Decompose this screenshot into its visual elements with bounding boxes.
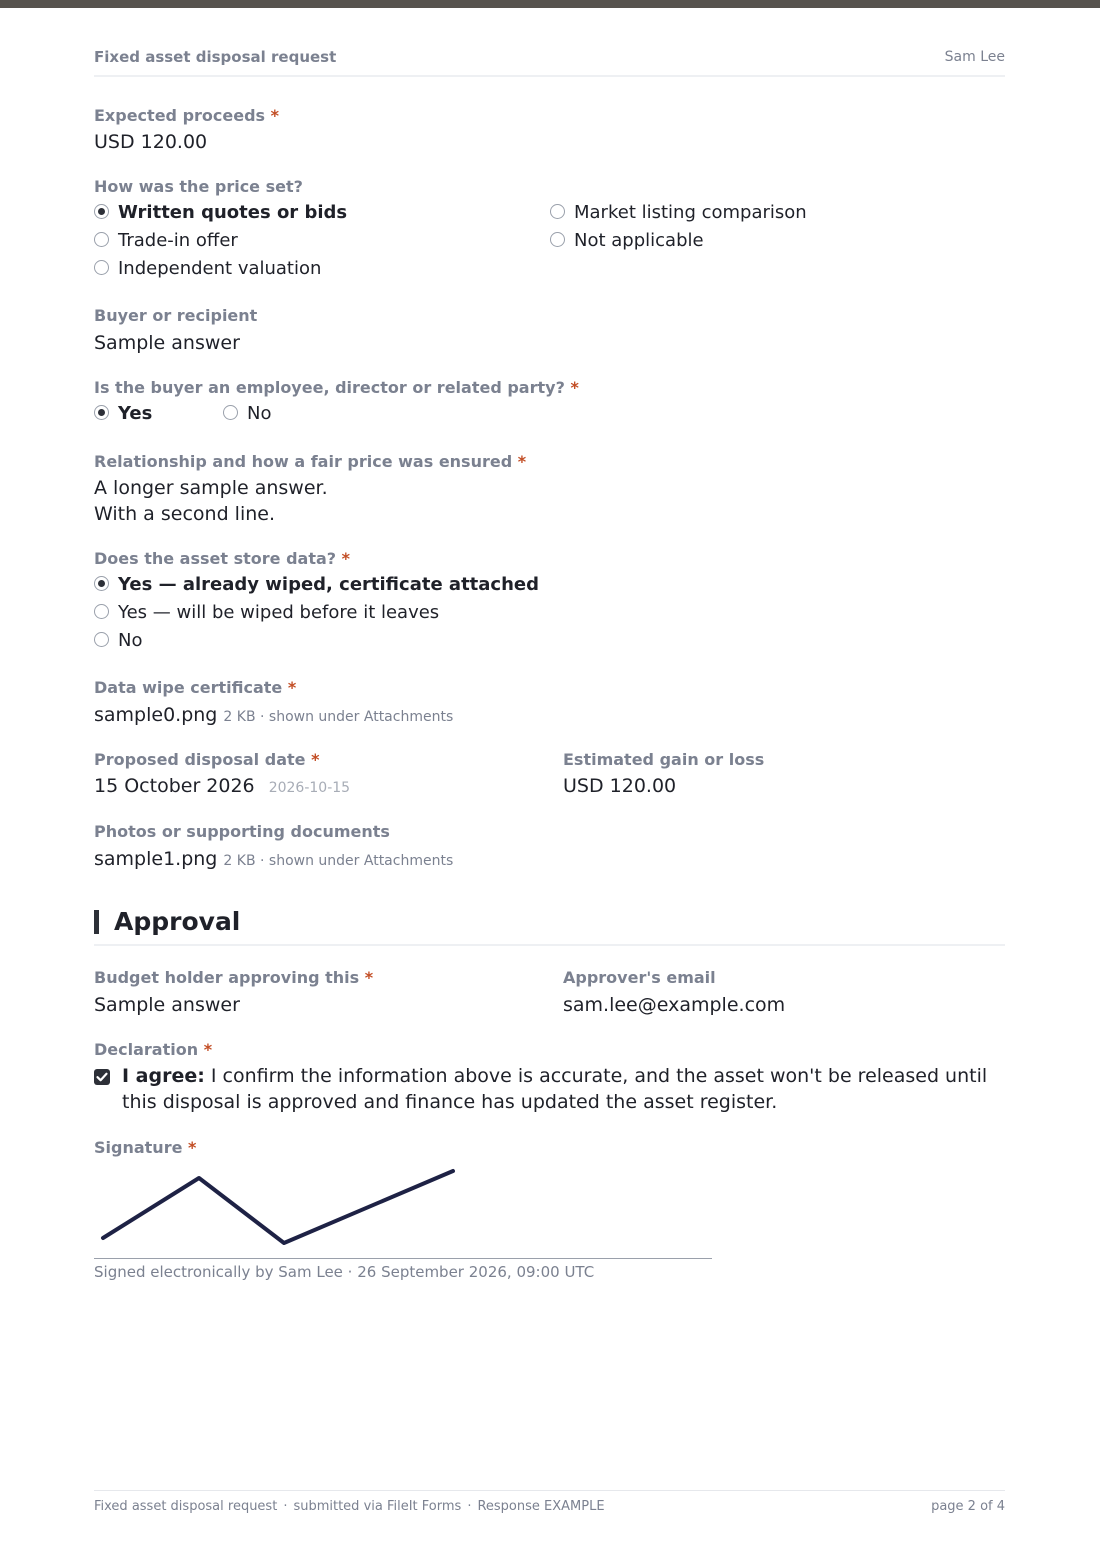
approval-section-header [94,906,1005,946]
page-header [94,48,1005,77]
required-marker: * [203,1040,213,1059]
field-label: Estimated gain or loss [563,750,765,769]
date-value: 15 October 2026 [94,775,255,797]
section-accent-bar [94,910,99,934]
field-value: USD 120.00 [94,131,208,153]
field-label: Approver's email [563,968,716,987]
stores-data-no[interactable]: No [94,630,142,652]
field-label: Budget holder approving this * [94,968,374,987]
field-value: USD 120.00 [563,775,677,797]
attachment-meta: 2 KB · shown under Attachments [223,709,454,725]
attachment-link[interactable]: sample0.png [94,704,218,726]
price-option-not-applicable[interactable]: Not applicable [550,230,704,252]
required-marker: * [364,968,374,987]
budget-holder-field [94,968,373,1018]
field-label: Buyer or recipient [94,306,258,325]
user-name: Sam Lee [944,49,1005,65]
radio-selected-icon [94,576,109,591]
stores-data-yes-wiped[interactable]: Yes — already wiped, certificate attached [94,574,539,596]
field-value-line-2: With a second line. [94,503,275,525]
photos-field [94,822,453,874]
signature-label: Signature * [94,1138,197,1157]
required-marker: * [570,378,579,397]
signature-pad [94,1162,712,1259]
field-label: Expected proceeds * [94,106,280,125]
page-number: page 2 of 4 [931,1499,1005,1514]
field-label: Proposed disposal date * [94,750,320,769]
attachment-meta: 2 KB · shown under Attachments [223,853,454,869]
disposal-date-field [94,750,350,801]
gain-loss-field [563,750,764,799]
price-option-market-listing[interactable]: Market listing comparison [550,202,807,224]
email-value: sam.lee@example.com [563,994,786,1016]
date-iso: 2026-10-15 [268,780,351,796]
field-label: Relationship and how a fair price was ensured * [94,452,527,471]
field-value: Sample answer [94,332,240,354]
page-footer [94,1490,1005,1514]
radio-icon [94,232,109,247]
required-marker: * [341,549,350,568]
declaration-label: Declaration * [94,1040,213,1059]
stores-data-yes-will-wipe[interactable]: Yes — will be wiped before it leaves [94,602,439,624]
declaration-text [122,1063,1002,1115]
field-value: Sample answer [94,994,240,1016]
top-accent-bar [0,0,1100,8]
field-value-line-1: A longer sample answer. [94,477,328,499]
price-option-written-quotes[interactable]: Written quotes or bids [94,202,347,224]
related-party-yes[interactable]: Yes [94,403,152,425]
wipe-certificate-field [94,678,453,730]
price-option-trade-in[interactable]: Trade-in offer [94,230,238,252]
radio-icon [94,604,109,619]
footer-info: Fixed asset disposal request · submitted via FileIt Forms · Response EXAMPLE [94,1499,605,1514]
radio-icon [94,260,109,275]
radio-icon [550,204,565,219]
signature-image [94,1162,712,1258]
attachment-link[interactable]: sample1.png [94,848,218,870]
declaration-checkbox[interactable] [94,1069,110,1085]
agree-label: I agree: [122,1065,205,1087]
required-marker: * [517,452,527,471]
radio-icon [223,405,238,420]
signature-note: Signed electronically by Sam Lee · 26 September 2026, 09:00 UTC [94,1263,595,1281]
checkmark-icon [94,1069,110,1085]
required-marker: * [311,750,320,769]
radio-icon [550,232,565,247]
required-marker: * [287,678,297,697]
required-marker: * [188,1138,197,1157]
approver-email-field [563,968,785,1018]
declaration-body: I confirm the information above is accurate, and the asset won't be released until this disposal is approved and finance has updated the asset register. [122,1065,988,1113]
form-title: Fixed asset disposal request [94,48,337,66]
related-party-no[interactable]: No [223,403,271,425]
radio-selected-icon [94,405,109,420]
related-party-label: Is the buyer an employee, director or related party? * [94,378,579,397]
radio-icon [94,632,109,647]
expected-proceeds-field [94,106,279,155]
section-title: Approval [114,907,241,936]
radio-selected-icon [94,204,109,219]
required-marker: * [270,106,280,125]
field-label: Photos or supporting documents [94,822,390,841]
price-option-independent-valuation[interactable]: Independent valuation [94,258,321,280]
relationship-field [94,452,526,527]
price-set-label: How was the price set? [94,177,303,196]
stores-data-label: Does the asset store data? * [94,549,350,568]
buyer-field [94,306,257,356]
field-label: Data wipe certificate * [94,678,297,697]
